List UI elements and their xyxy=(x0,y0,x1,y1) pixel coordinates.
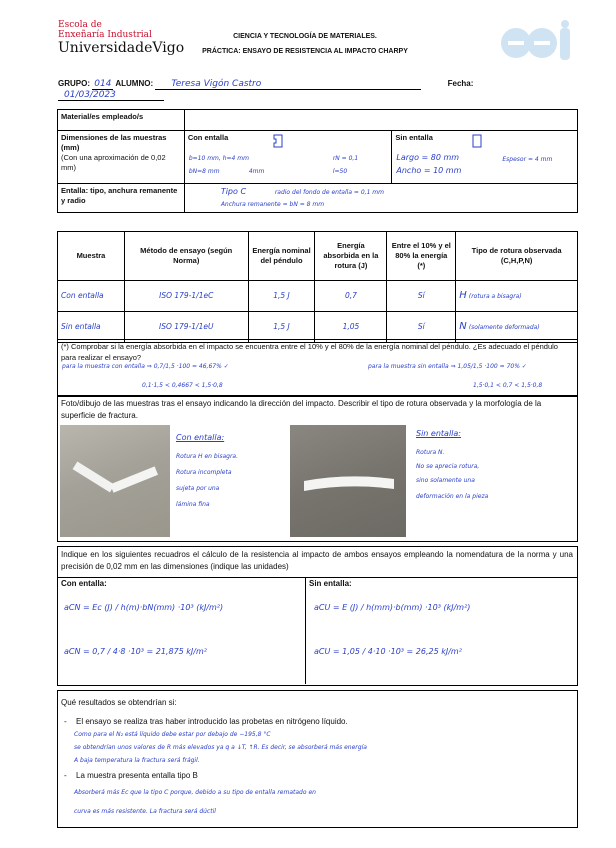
notched-specimen-icon xyxy=(273,134,283,148)
calc-con-label: Con entalla: xyxy=(61,579,107,588)
question-1: El ensayo se realiza tras haber introducido las probetas en nitrógeno líquido. xyxy=(76,717,348,726)
dims-label: Dimensiones de las muestras (mm) xyxy=(61,133,167,152)
q2-bullet: - xyxy=(64,771,67,780)
university-logo xyxy=(58,20,185,56)
calc-con-result: aCN = 0,7 / 4·8 ·10³ = 21,875 kJ/m² xyxy=(64,647,207,656)
row-entre: Sí xyxy=(387,312,456,343)
row-metodo: ISO 179-1/1eU xyxy=(124,312,248,343)
dims-cell xyxy=(58,131,185,184)
entalla-tipo: Tipo C xyxy=(220,187,247,196)
school-line1: Escola de xyxy=(58,20,102,30)
results-header-row xyxy=(58,232,578,281)
question-2: La muestra presenta entalla tipo B xyxy=(76,771,198,780)
check-box xyxy=(57,339,578,396)
school-line2: Enxeñaría Industrial xyxy=(58,30,152,40)
con-b: b=10 mm, h=4 mm xyxy=(188,155,249,162)
row-absorbida: 0,7 xyxy=(315,281,387,312)
row-absorbida: 1,05 xyxy=(315,312,387,343)
group-label: GRUPO: xyxy=(58,79,90,88)
sin-line-4: deformación en la pieza xyxy=(416,493,489,500)
con-h: 4mm xyxy=(248,168,265,175)
calc-text: Indique en los siguientes recuadros el cálculo de la resistencia al impacto de ambos ensayos empleando la nomendatura de la norma y una precisión de 0,02 mm en las dimensiones (indique las unidades) xyxy=(61,550,573,571)
practice-title: PRÁCTICA: ENSAYO DE RESISTENCIA AL IMPACTO CHARPY xyxy=(202,48,408,55)
university-name: UniversidadeVigo xyxy=(58,40,185,56)
row-nominal: 1,5 J xyxy=(248,281,315,312)
row-entre: Sí xyxy=(387,281,456,312)
course-title: CIENCIA Y TECNOLOGÍA DE MATERIALES. xyxy=(233,33,377,40)
calc-sin-formula: aCU = E (J) / h(mm)·b(mm) ·10³ (kJ/m²) xyxy=(314,603,471,612)
answer-2-line-2: curva es más resistente. La fractura será dúctil xyxy=(74,808,216,815)
col-muestra: Muestra xyxy=(58,232,125,281)
row-muestra: Con entalla xyxy=(58,281,125,312)
questions-box xyxy=(57,690,578,828)
answer-1-line-2: se obtendrían unos valores de R más elevados ya q a ↓T, ↑R. Es decir, se absorberá más energía xyxy=(74,744,367,751)
con-line-4: lámina fina xyxy=(176,501,210,508)
sin-ancho: Ancho = 10 mm xyxy=(396,166,462,175)
results-table xyxy=(57,231,578,343)
con-title: Con entalla: xyxy=(176,433,225,442)
photo-con-entalla xyxy=(60,425,170,537)
sin-line-3: sino solamente una xyxy=(416,477,475,484)
calc-box xyxy=(57,546,578,686)
answer-1-line-3: A baja temperatura la fractura será frágil. xyxy=(74,757,200,764)
dims-note: (Con una aproximación de 0,02 mm) xyxy=(61,153,166,172)
sin-title: Sin entalla: xyxy=(416,429,461,438)
row-metodo: ISO 179-1/1eC xyxy=(124,281,248,312)
col-nominal: Energía nominal del péndulo xyxy=(248,232,315,281)
photo-sin-entalla xyxy=(290,425,406,537)
row-nominal: 1,5 J xyxy=(248,312,315,343)
specs-table xyxy=(57,109,578,213)
col-tipo: Tipo de rotura observada (C,H,P,N) xyxy=(456,232,578,281)
calc-divider-v xyxy=(305,577,306,684)
col-entre: Entre el 10% y el 80% la energía (*) xyxy=(387,232,456,281)
con-line-2: Rotura incompleta xyxy=(176,469,232,476)
row-muestra: Sin entalla xyxy=(58,312,125,343)
row-tipo-note: (solamente deformada) xyxy=(468,323,540,331)
table-row xyxy=(58,281,578,312)
unnotched-specimen-icon xyxy=(472,134,482,148)
con-ratio: l=50 xyxy=(332,168,348,175)
answer-2-line-1: Absorberá más Ec que la tipo C porque, debido a su tipo de entalla rematado en xyxy=(74,789,316,796)
row-tipo-cell xyxy=(456,312,578,343)
entalla-cell xyxy=(184,184,577,213)
student-label: ALUMNO: xyxy=(115,79,154,88)
check-hw-sin2: 1,5·0,1 < 0,7 < 1,5·0,8 xyxy=(473,382,543,389)
con-bn: bN=8 mm xyxy=(188,168,220,175)
calc-divider-h xyxy=(58,577,577,578)
check-text: (*) Comprobar si la energía absorbida en el impacto se encuentra entre el 10% y el 80% de la energía nominal del péndulo. ¿Es adecuado el péndulo para realizar el ensayo? xyxy=(61,342,558,362)
questions-title: Qué resultados se obtendrían si: xyxy=(61,698,177,707)
calc-sin-label: Sin entalla: xyxy=(309,579,352,588)
deformed-specimen-image xyxy=(290,425,406,537)
photo-box xyxy=(57,396,578,542)
con-entalla-cell xyxy=(184,131,392,184)
row-tipo-cell xyxy=(456,281,578,312)
group-value: 014 xyxy=(94,79,112,89)
sin-entalla-cell xyxy=(392,131,578,184)
entalla-radio: radio del fondo de entalla = 0,1 mm xyxy=(274,189,384,196)
col-metodo: Método de ensayo (según Norma) xyxy=(124,232,248,281)
date-value: 01/03/2023 xyxy=(58,90,164,101)
eej-logo-icon xyxy=(498,18,582,68)
col-absorbida: Energía absorbida en la rotura (J) xyxy=(315,232,387,281)
row-tipo: H xyxy=(459,289,467,301)
check-hw-sin: para la muestra sin entalla ⇒ 1,05/1,5 ·100 = 70% ✓ xyxy=(368,363,527,370)
sin-line-2: No se aprecia rotura, xyxy=(416,463,480,470)
con-rn: rN = 0,1 xyxy=(332,155,359,162)
material-value xyxy=(184,110,577,131)
table-row xyxy=(58,312,578,343)
check-hw-con2: 0,1·1,5 < 0,4667 < 1,5·0,8 xyxy=(142,382,223,389)
sin-line-1: Rotura N. xyxy=(416,449,445,456)
row-tipo-note: (rotura a bisagra) xyxy=(468,292,522,300)
sin-entalla-label: Sin entalla xyxy=(395,133,433,142)
broken-specimen-image xyxy=(60,425,170,537)
date-label: Fecha: xyxy=(447,79,474,88)
eej-logo-text xyxy=(498,18,499,19)
entalla-label: Entalla: tipo, anchura remanente y radio xyxy=(58,184,185,213)
check-hw-con: para la muestra con entalla ⇒ 0,7/1,5 ·100 = 46,67% ✓ xyxy=(62,363,229,370)
student-value: Teresa Vigón Castro xyxy=(155,79,421,90)
sin-largo: Largo = 80 mm xyxy=(396,153,460,162)
q1-bullet: - xyxy=(64,717,67,726)
calc-con-formula: aCN = Ec (J) / h(m)·bN(mm) ·10³ (kJ/m²) xyxy=(64,603,224,612)
material-label: Material/es empleado/s xyxy=(58,110,185,131)
entalla-anchura: Anchura remanente = bN = 8 mm xyxy=(220,201,325,208)
photo-text: Foto/dibujo de las muestras tras el ensayo indicando la dirección del impacto. Describir el tipo de rotura observada y la morfología de la superficie de fractura. xyxy=(61,399,542,420)
eej-logo xyxy=(498,18,582,68)
sin-espesor: Espesor = 4 mm xyxy=(502,156,553,163)
student-line xyxy=(58,79,578,100)
con-line-3: sujeta por una xyxy=(176,485,220,492)
row-tipo: N xyxy=(459,320,467,332)
con-line-1: Rotura H en bisagra. xyxy=(176,453,239,460)
con-entalla-label: Con entalla xyxy=(187,133,229,142)
answer-1-line-1: Como para el N₂ está líquido debe estar por debajo de −195,8 °C xyxy=(74,731,271,738)
calc-sin-result: aCU = 1,05 / 4·10 ·10³ = 26,25 kJ/m² xyxy=(314,647,462,656)
